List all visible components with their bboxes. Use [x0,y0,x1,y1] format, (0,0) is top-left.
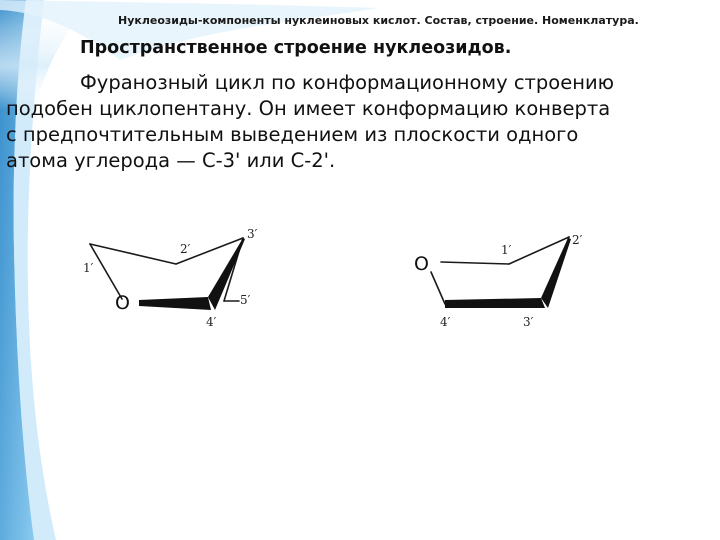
right-ring-c3-label: 3′ [523,315,534,329]
bond-o-c1 [441,262,509,264]
right-ring-o-label: O [414,253,429,275]
body-line: Фуранозный цикл по конформационному строению [80,71,615,94]
conformation-diagrams [59,224,591,334]
body-line: атома углерода — С-3' или С-2'. [6,149,336,172]
left-ring-c2-label: 2′ [180,242,191,256]
left-ring-c4-label: 4′ [206,315,217,329]
body-line: подобен циклопентану. Он имеет конформацию конверта [6,97,611,120]
bold-bond-c4-c3 [445,298,545,308]
left-ring-o-label: O [115,292,130,314]
bond-c1-c2 [90,244,176,264]
envelope-conformation-figure [59,224,591,334]
right-ring-c1-label: 1′ [501,243,512,257]
right-ring-c4-label: 4′ [440,315,451,329]
slide-subtitle: Пространственное строение нуклеозидов. [80,38,512,58]
left-ring-c5-label: 5′ [240,293,251,307]
bold-bond-o-c4 [139,297,211,310]
bond-c1-o [90,244,122,299]
left-ring-c1-label: 1′ [83,261,94,275]
slide-body-text [6,70,712,174]
right-ring-c2-label: 2′ [572,233,583,247]
bold-bond-c3-c2 [541,238,571,308]
left-ring-c3-label: 3′ [247,227,258,241]
bond-o-c4 [431,272,445,304]
body-line: с предпочтительным выведением из плоскости одного [6,123,579,146]
slide-header: Нуклеозиды-компоненты нуклеиновых кислот. Состав, строение. Номенклатура. [118,14,639,27]
